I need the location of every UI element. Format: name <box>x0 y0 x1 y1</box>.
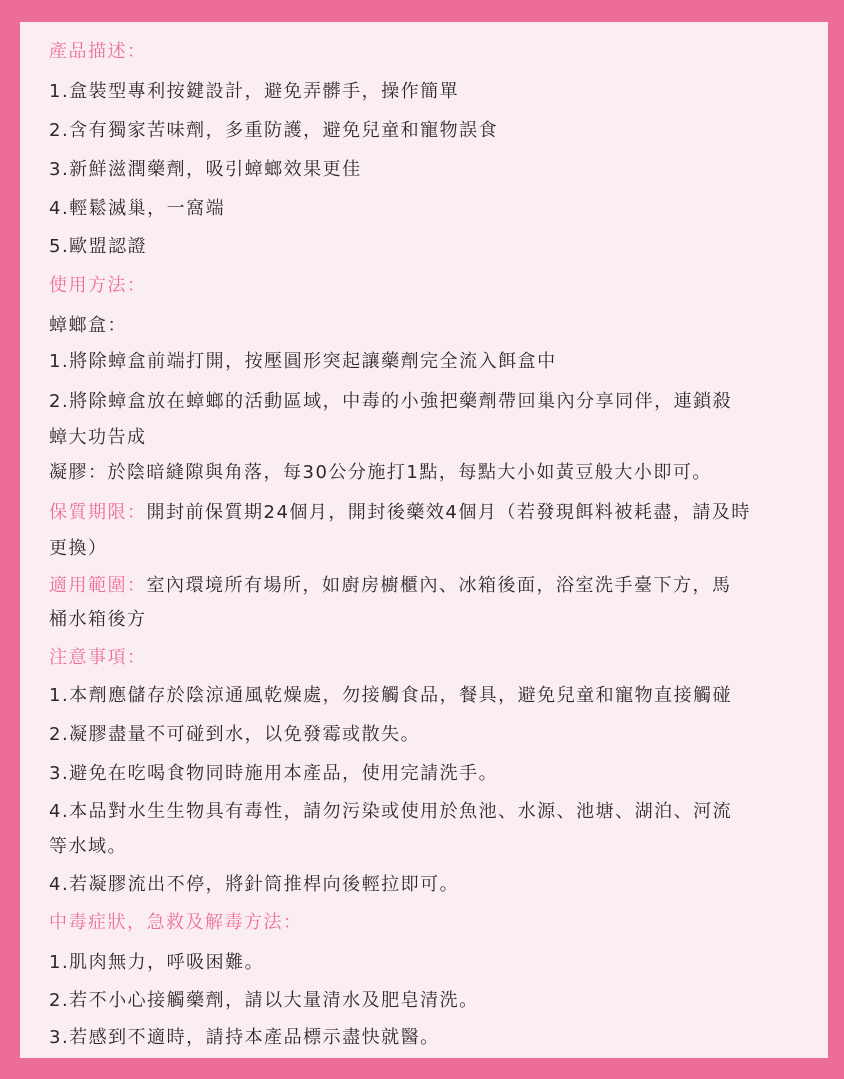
description-heading: 產品描述： <box>49 41 147 62</box>
scope-text: 桶水箱後方 <box>49 609 147 630</box>
note-item: 1.本劑應儲存於陰涼通風乾燥處，勿接觸食品，餐具，避免兒童和寵物直接觸碰 <box>49 685 733 706</box>
shelf-life-text: 開封前保質期24個月，開封後藥效4個月（若發現餌料被耗盡，請及時 <box>146 502 751 523</box>
symptoms-heading: 中毒症狀，急救及解毒方法： <box>49 912 303 933</box>
shelf-life-line <box>49 501 751 525</box>
symptom-item: 1.肌肉無力，呼吸困難。 <box>49 952 265 973</box>
note-item: 3.避免在吃喝食物同時施用本產品，使用完請洗手。 <box>49 763 499 784</box>
box-label: 蟑螂盒： <box>49 315 127 336</box>
shelf-life-text: 更換） <box>49 538 108 559</box>
box-step: 1.將除蟑盒前端打開，按壓圓形突起讓藥劑完全流入餌盒中 <box>49 351 557 372</box>
notes-heading: 注意事項： <box>49 647 147 668</box>
description-item: 2.含有獨家苦味劑，多重防護，避免兒童和寵物誤食 <box>49 120 499 141</box>
description-item: 1.盒裝型專利按鍵設計，避免弄髒手，操作簡單 <box>49 81 460 102</box>
info-panel <box>20 22 828 1058</box>
scope-line <box>49 574 732 598</box>
note-item: 4.本品對水生生物具有毒性，請勿污染或使用於魚池、水源、池塘、湖泊、河流 <box>49 801 733 822</box>
symptom-item: 3.若感到不適時，請持本產品標示盡快就醫。 <box>49 1027 440 1048</box>
description-item: 5.歐盟認證 <box>49 236 148 257</box>
scope-label: 適用範圍： <box>49 575 147 596</box>
box-step: 蟑大功告成 <box>49 427 147 448</box>
symptom-item: 2.若不小心接觸藥劑，請以大量清水及肥皂清洗。 <box>49 990 479 1011</box>
note-item: 2.凝膠盡量不可碰到水，以免發霉或散失。 <box>49 724 421 745</box>
description-item: 4.輕鬆滅巢，一窩端 <box>49 198 226 219</box>
gel-instruction: 凝膠：於陰暗縫隙與角落，每30公分施打1點，每點大小如黃豆般大小即可。 <box>49 462 712 483</box>
note-item: 4.若凝膠流出不停，將針筒推桿向後輕拉即可。 <box>49 874 460 895</box>
box-step: 2.將除蟑盒放在蟑螂的活動區域，中毒的小強把藥劑帶回巢內分享同伴，連鎖殺 <box>49 391 733 412</box>
description-item: 3.新鮮滋潤藥劑，吸引蟑螂效果更佳 <box>49 159 362 180</box>
usage-heading: 使用方法： <box>49 275 147 296</box>
scope-text: 室內環境所有場所，如廚房櫥櫃內、冰箱後面，浴室洗手臺下方，馬 <box>146 575 732 596</box>
note-item: 等水域。 <box>49 836 127 857</box>
shelf-life-label: 保質期限： <box>49 502 147 523</box>
